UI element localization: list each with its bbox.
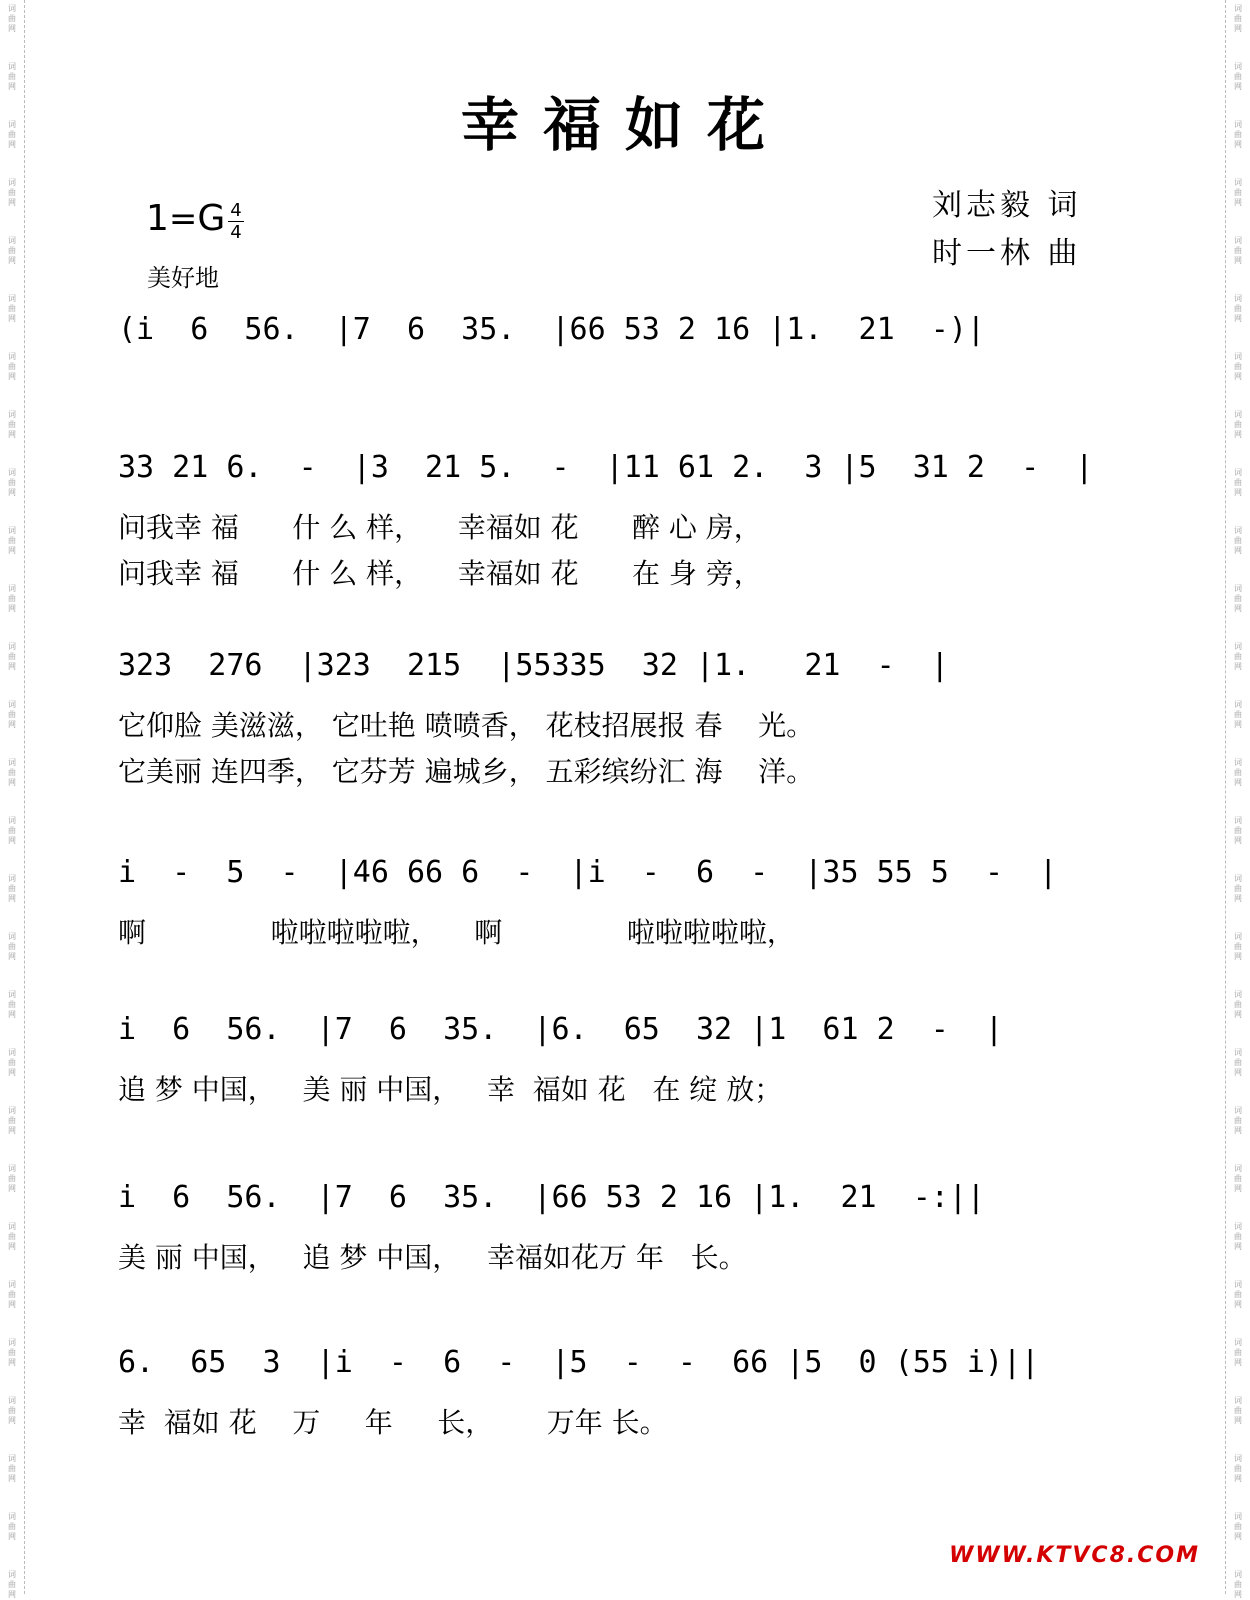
watermark-text: 词 曲 网 [8, 236, 16, 265]
watermark-text: 词 曲 网 [8, 1222, 16, 1251]
lyricist-credit: 刘志毅 词 [932, 188, 1082, 223]
lyric-line: 美 丽 中国， 追 梦 中国， 幸福如花万 年 长。 [118, 1241, 747, 1274]
tempo-marking: 美好地 [147, 264, 219, 292]
watermark-text: 词 曲 网 [1234, 294, 1242, 323]
watermark-text: 词 曲 网 [8, 1106, 16, 1135]
watermark-text: 词 曲 网 [8, 410, 16, 439]
watermark-text: 词 曲 网 [8, 468, 16, 497]
watermark-text: 词 曲 网 [1234, 410, 1242, 439]
watermark-text: 词 曲 网 [1234, 816, 1242, 845]
key-note: G [197, 198, 226, 239]
watermark-text: 词 曲 网 [8, 700, 16, 729]
lyric-line: 幸 福如 花 万 年 长， 万年 长。 [118, 1406, 668, 1439]
key-signature [146, 198, 225, 239]
watermark-text: 词 曲 网 [8, 526, 16, 555]
watermark-text: 词 曲 网 [8, 642, 16, 671]
watermark-text: 词 曲 网 [8, 584, 16, 613]
watermark-text: 词 曲 网 [1234, 584, 1242, 613]
watermark-text: 词 曲 网 [1234, 1396, 1242, 1425]
right-watermark-strip [1225, 0, 1250, 1599]
watermark-text: 词 曲 网 [1234, 1570, 1242, 1599]
watermark-text: 词 曲 网 [1234, 874, 1242, 903]
score-notes-line: 6. 65 3 |i - 6 - |5 - - 66 |5 0 (55 i)|| [118, 1345, 1040, 1380]
watermark-text: 词 曲 网 [1234, 700, 1242, 729]
lyric-line: 它仰脸 美滋滋， 它吐艳 喷喷香， 花枝招展报 春 光。 [118, 709, 815, 742]
lyric-line: 啊 啦啦啦啦啦， 啊 啦啦啦啦啦， [118, 916, 795, 949]
watermark-text: 词 曲 网 [8, 874, 16, 903]
watermark-text: 词 曲 网 [8, 1048, 16, 1077]
left-watermark-strip [0, 0, 25, 1599]
watermark-text: 词 曲 网 [8, 120, 16, 149]
watermark-text: 词 曲 网 [1234, 1164, 1242, 1193]
time-signature [228, 200, 244, 243]
watermark-text: 词 曲 网 [8, 352, 16, 381]
lyric-line: 问我幸 福 什 么 样， 幸福如 花 醉 心 房， [118, 511, 762, 544]
watermark-text: 词 曲 网 [1234, 1222, 1242, 1251]
watermark-text: 词 曲 网 [8, 1280, 16, 1309]
song-title: 幸福如花 [460, 91, 789, 159]
watermark-text: 词 曲 网 [8, 1164, 16, 1193]
watermark-text: 词 曲 网 [8, 178, 16, 207]
watermark-text: 词 曲 网 [1234, 1106, 1242, 1135]
time-bottom: 4 [228, 221, 244, 243]
site-footer: WWW.KTVC8.COM [949, 1543, 1200, 1568]
watermark-text: 词 曲 网 [1234, 352, 1242, 381]
watermark-text: 词 曲 网 [1234, 236, 1242, 265]
score-notes-line: i - 5 - |46 66 6 - |i - 6 - |35 55 5 - | [118, 855, 1058, 890]
watermark-text: 词 曲 网 [1234, 1512, 1242, 1541]
key-eq: = [168, 199, 198, 239]
watermark-text: 词 曲 网 [8, 1512, 16, 1541]
watermark-text: 词 曲 网 [1234, 120, 1242, 149]
score-notes-line: 323 276 |323 215 |55335 32 |1. 21 - | [118, 648, 949, 683]
score-notes-line: (i 6 56. |7 6 35. |66 53 2 16 |1. 21 -)| [118, 312, 985, 347]
watermark-text: 词 曲 网 [8, 294, 16, 323]
watermark-text: 词 曲 网 [1234, 932, 1242, 961]
watermark-text: 词 曲 网 [1234, 758, 1242, 787]
key-tonic: 1 [146, 198, 169, 239]
watermark-text: 词 曲 网 [1234, 178, 1242, 207]
watermark-text: 词 曲 网 [1234, 1454, 1242, 1483]
lyric-line: 它美丽 连四季， 它芬芳 遍城乡， 五彩缤纷汇 海 洋。 [118, 755, 815, 788]
watermark-text: 词 曲 网 [8, 1338, 16, 1367]
watermark-text: 词 曲 网 [1234, 990, 1242, 1019]
score-notes-line: i 6 56. |7 6 35. |6. 65 32 |1 61 2 - | [118, 1012, 1004, 1047]
watermark-text: 词 曲 网 [8, 990, 16, 1019]
score-notes-line: i 6 56. |7 6 35. |66 53 2 16 |1. 21 -:|| [118, 1180, 985, 1215]
lyric-line: 追 梦 中国， 美 丽 中国， 幸 福如 花 在 绽 放； [118, 1073, 783, 1106]
watermark-text: 词 曲 网 [1234, 1048, 1242, 1077]
watermark-text: 词 曲 网 [1234, 62, 1242, 91]
watermark-text: 词 曲 网 [8, 816, 16, 845]
time-top: 4 [230, 200, 242, 221]
watermark-text: 词 曲 网 [1234, 4, 1242, 33]
watermark-text: 词 曲 网 [8, 1396, 16, 1425]
watermark-text: 词 曲 网 [1234, 642, 1242, 671]
watermark-text: 词 曲 网 [1234, 468, 1242, 497]
watermark-text: 词 曲 网 [8, 1570, 16, 1599]
watermark-text: 词 曲 网 [1234, 1280, 1242, 1309]
watermark-text: 词 曲 网 [8, 1454, 16, 1483]
watermark-text: 词 曲 网 [8, 62, 16, 91]
watermark-text: 词 曲 网 [8, 4, 16, 33]
score-notes-line: 33 21 6. - |3 21 5. - |11 61 2. 3 |5 31 2 - | [118, 450, 1094, 485]
watermark-text: 词 曲 网 [8, 932, 16, 961]
composer-credit: 时一林 曲 [932, 236, 1082, 271]
lyric-line: 问我幸 福 什 么 样， 幸福如 花 在 身 旁， [118, 557, 762, 590]
watermark-text: 词 曲 网 [1234, 1338, 1242, 1367]
watermark-text: 词 曲 网 [1234, 526, 1242, 555]
watermark-text: 词 曲 网 [8, 758, 16, 787]
